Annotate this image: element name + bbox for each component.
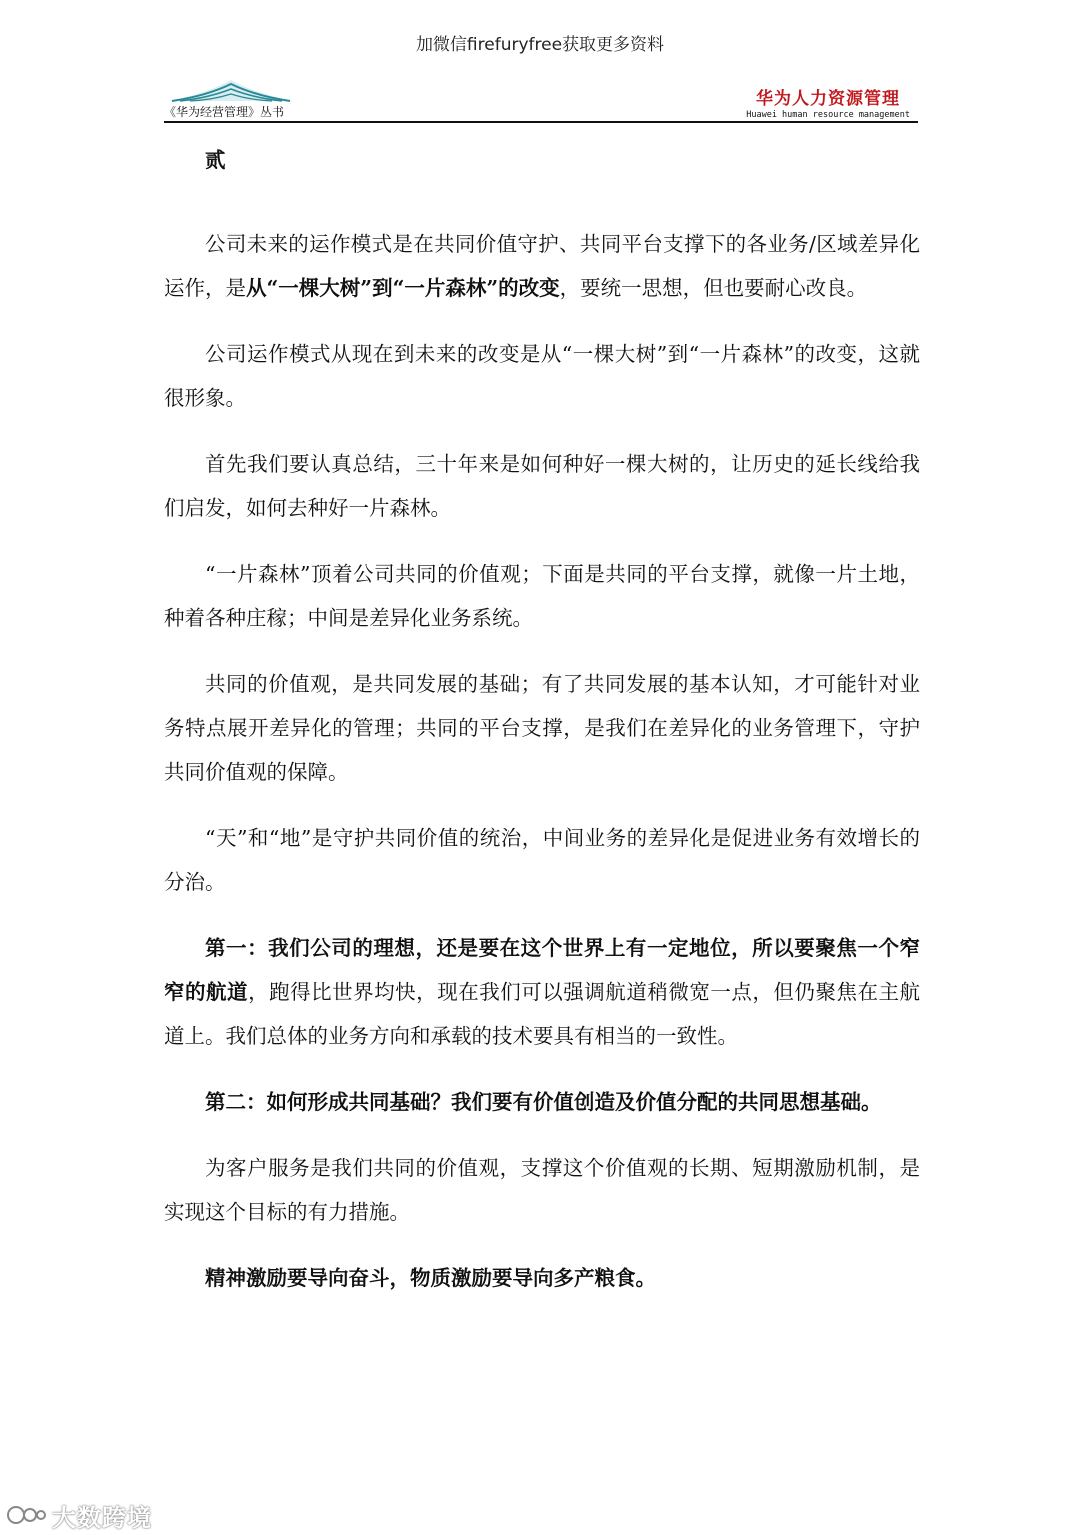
watermark-text: 大数跨境 <box>52 1503 152 1532</box>
paragraph: 公司运作模式从现在到未来的改变是从“一棵大树”到“一片森林”的改变，这就很形象。 <box>164 342 920 410</box>
top-note: 加微信firefuryfree获取更多资料 <box>415 35 665 55</box>
paragraph: 第一：我们公司的理想，还是要在这个世界上有一定地位，所以要聚焦一个窄窄的航道，跑得比世界均快，现在我们可以强调航道稍微宽一点，但仍聚焦在主航道上。我们总体的业务方向和承载的技术要具有相当的一致性。 <box>164 936 921 1048</box>
paragraph: 公司未来的运作模式是在共同价值守护、共同平台支撑下的各业务/区域差异化运作，是从“一棵大树”到“一片森林”的改变，要统一思想，但也要耐心改良。 <box>164 232 920 300</box>
paragraph: 首先我们要认真总结，三十年来是如何种好一棵大树的，让历史的延长线给我们启发，如何去种好一片森林。 <box>164 452 920 520</box>
page-header <box>164 76 918 124</box>
watermark-logo-icon <box>6 1502 46 1528</box>
document-body <box>164 138 920 1322</box>
brand-subtitle: Huawei human resource management <box>746 110 910 120</box>
paragraph: 共同的价值观，是共同发展的基础；有了共同发展的基本认知，才可能针对业务特点展开差异化的管理；共同的平台支撑，是我们在差异化的业务管理下，守护共同价值观的保障。 <box>164 672 920 784</box>
section-title: 贰 <box>205 148 226 172</box>
paragraph: 为客户服务是我们共同的价值观，支撑这个价值观的长期、短期激励机制，是实现这个目标的有力措施。 <box>164 1156 920 1224</box>
emphasis: 从“一棵大树”到“一片森林”的改变 <box>246 276 560 300</box>
paragraph: “天”和“地”是守护共同价值的统治，中间业务的差异化是促进业务有效增长的分治。 <box>164 826 920 894</box>
mountain-logo-icon <box>166 76 296 102</box>
emphasis: 第一：我们公司的理想，还是要在这个世界上有一定地位，所以要聚焦一个窄窄的航道 <box>164 936 920 1004</box>
paragraph: “一片森林”顶着公司共同的价值观；下面是共同的平台支撑，就像一片土地，种着各种庄稼；中间是差异化业务系统。 <box>164 562 920 630</box>
paragraph-bold: 第二：如何形成共同基础？我们要有价值创造及价值分配的共同思想基础。 <box>205 1090 882 1114</box>
watermark <box>6 1500 152 1530</box>
paragraph-bold: 精神激励要导向奋斗，物质激励要导向多产粮食。 <box>205 1266 656 1290</box>
series-title: 《华为经营管理》丛书 <box>164 105 285 119</box>
brand-title: 华为人力资源管理 <box>756 89 900 109</box>
header-rule <box>164 121 918 123</box>
